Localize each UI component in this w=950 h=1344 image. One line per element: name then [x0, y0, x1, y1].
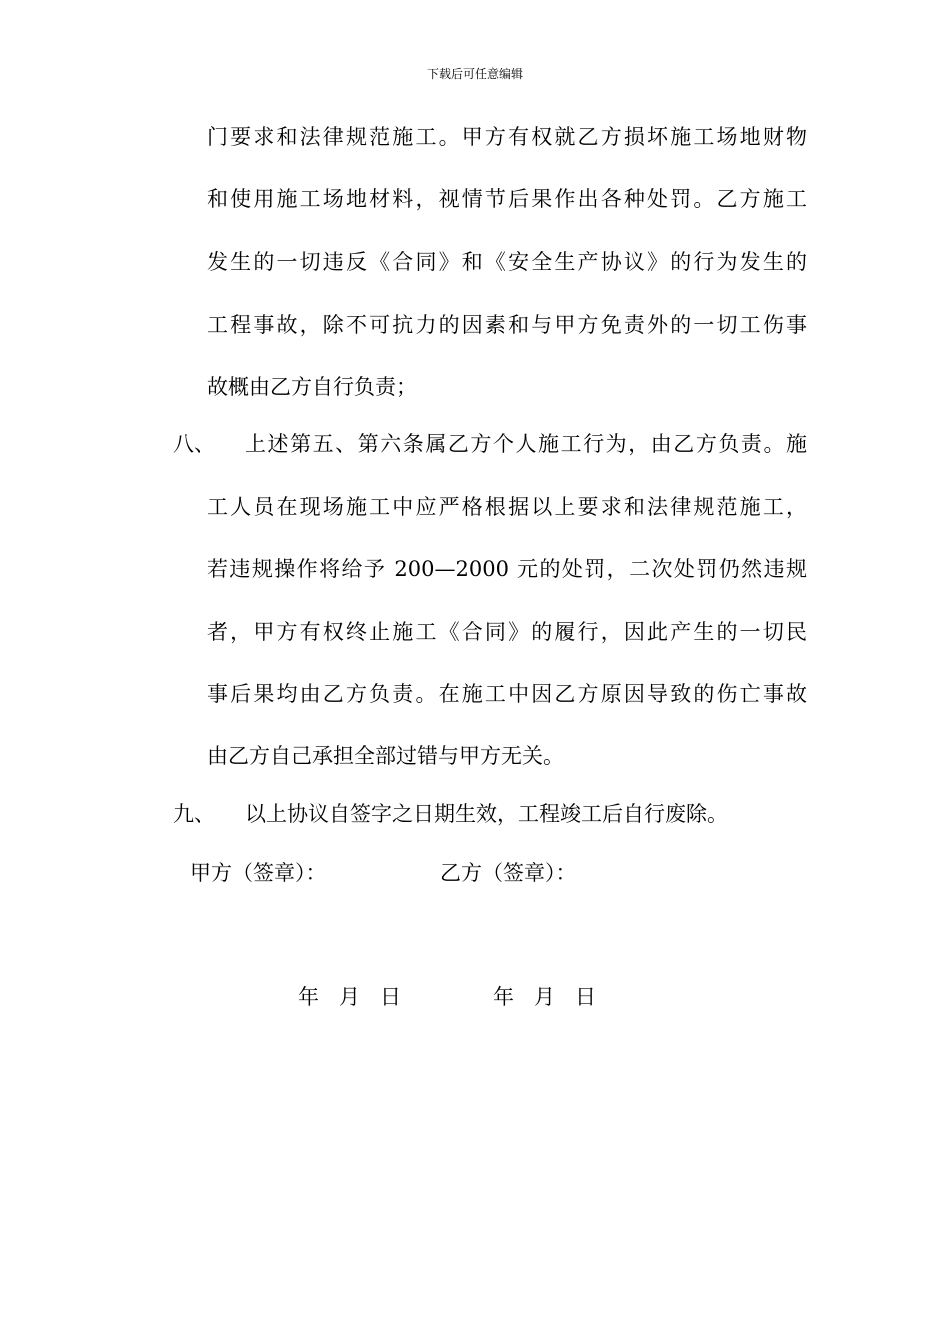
- item-8-line: 上述第五、第六条属乙方个人施工行为，由乙方负责。施: [245, 432, 807, 456]
- item-8-line: 若违规操作将给予 200—2000 元的处罚，二次处罚仍然违规: [207, 557, 807, 581]
- party-b-signature-label: 乙方（签章）：: [440, 861, 577, 885]
- item-8-line: 者，甲方有权终止施工《合同》的履行，因此产生的一切民: [207, 620, 807, 644]
- item-9-line: 以上协议自签字之日期生效，工程竣工后自行废除。: [245, 802, 728, 826]
- paragraph-line: 和使用施工场地材料，视情节后果作出各种处罚。乙方施工: [207, 187, 807, 211]
- item-number-9: 九、: [173, 802, 215, 826]
- party-a-date: 年 月 日: [298, 985, 402, 1009]
- paragraph-line: 工程事故，除不可抗力的因素和与甲方免责外的一切工伤事: [207, 313, 807, 337]
- item-8-line: 工人员在现场施工中应严格根据以上要求和法律规范施工，: [207, 495, 807, 519]
- page-header: 下载后可任意编辑: [426, 67, 523, 81]
- item-8-line: 由乙方自己承担全部过错与甲方无关。: [207, 744, 564, 768]
- party-b-date: 年 月 日: [493, 985, 597, 1009]
- paragraph-line: 发生的一切违反《合同》和《安全生产协议》的行为发生的: [207, 250, 807, 274]
- item-8-line: 事后果均由乙方负责。在施工中因乙方原因导致的伤亡事故: [207, 682, 807, 706]
- party-a-signature-label: 甲方（签章）：: [190, 861, 327, 885]
- paragraph-line: 门要求和法律规范施工。甲方有权就乙方损坏施工场地财物: [207, 125, 807, 149]
- item-number-8: 八、: [173, 432, 215, 456]
- paragraph-line: 故概由乙方自行负责；: [207, 375, 417, 399]
